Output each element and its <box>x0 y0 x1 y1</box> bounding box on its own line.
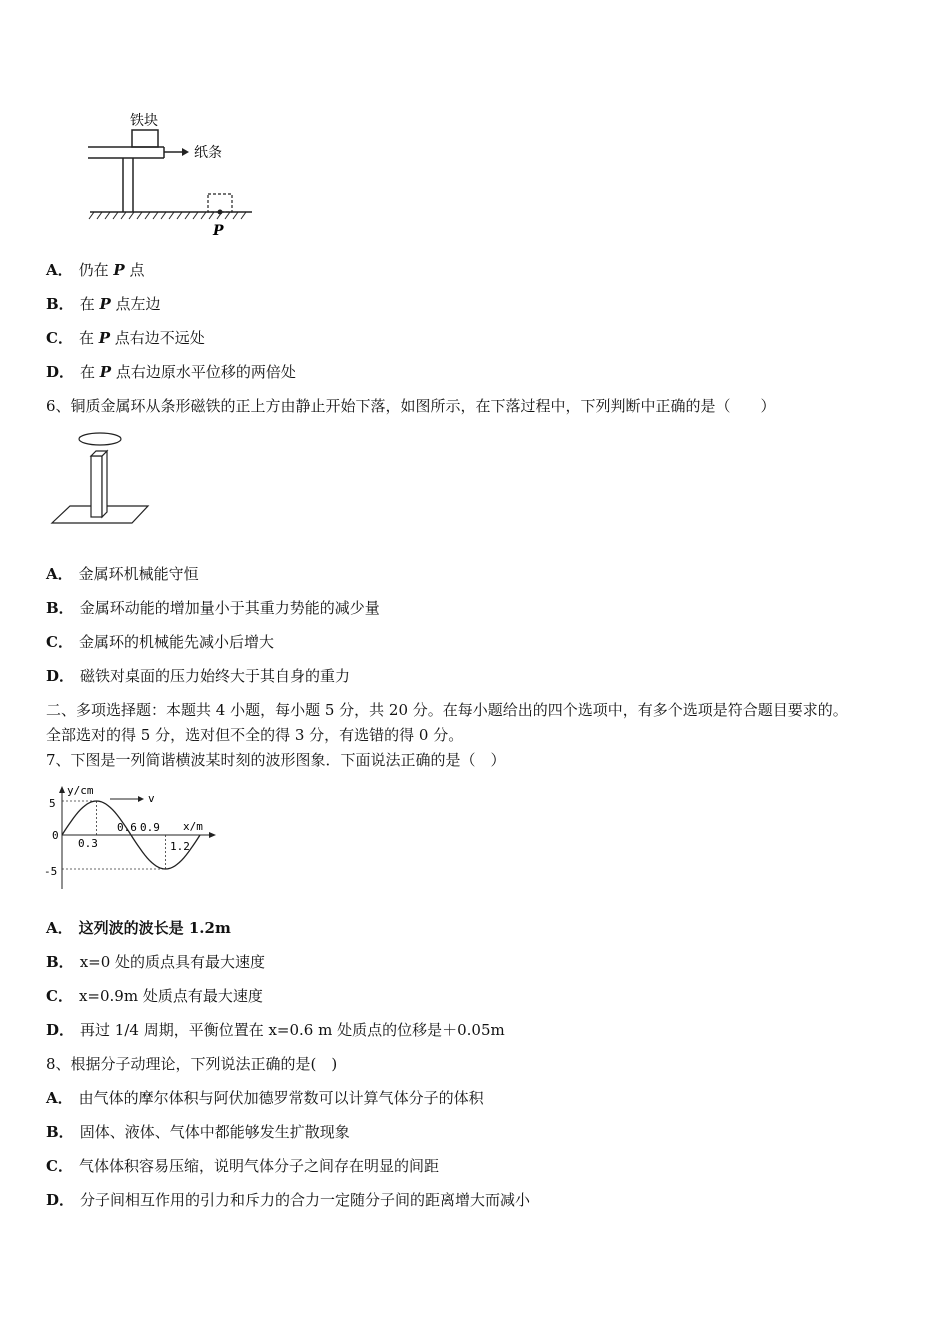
section2-line1: 二、多项选择题：本题共 4 小题，每小题 5 分，共 20 分。在每小题给出的四个选项中，有多个选项是符合题目要求的。 <box>46 701 848 719</box>
velocity-arrow-head <box>138 796 144 802</box>
q7-stem: 7、下图是一列简谐横波某时刻的波形图象．下面说法正确的是（ ） <box>46 751 506 769</box>
wave-chart <box>40 784 220 894</box>
x-tick-label-0-6: 0.6 <box>117 821 137 834</box>
bar-magnet-front <box>91 456 102 517</box>
pull-arrow-head <box>182 148 189 156</box>
q6-option-a: A． 金属环机械能守恒 <box>46 565 199 583</box>
q8-option-c: C． 气体体积容易压缩，说明气体分子之间存在明显的间距 <box>46 1157 439 1175</box>
q5-option-a: A． 仍在 P 点 <box>46 261 145 279</box>
q8-option-a: A． 由气体的摩尔体积与阿伏加德罗常数可以计算气体分子的体积 <box>46 1089 484 1107</box>
q5-option-d: D． 在 P 点右边原水平位移的两倍处 <box>46 363 296 381</box>
q5-option-b: B． 在 P 点左边 <box>46 295 161 313</box>
x-axis-label: x/m <box>183 820 203 833</box>
origin-label: 0 <box>52 829 59 842</box>
y-tick-label-max: 5 <box>49 797 56 810</box>
bar-magnet-side <box>102 451 107 517</box>
landing-position-box <box>208 194 232 212</box>
q8-stem: 8、根据分子动理论，下列说法正确的是( ) <box>46 1055 338 1073</box>
q6-option-d: D． 磁铁对桌面的压力始终大于其自身的重力 <box>46 667 351 685</box>
q6-option-b: B． 金属环动能的增加量小于其重力势能的减少量 <box>46 599 380 617</box>
point-p-label: P <box>213 223 224 239</box>
y-axis-arrow <box>59 786 65 793</box>
figure-magnet-ring <box>50 428 152 528</box>
figure-block-paper <box>86 108 266 243</box>
ground-hatch <box>89 212 246 219</box>
y-axis-label: y/cm <box>67 784 94 797</box>
q6-stem: 6、铜质金属环从条形磁铁的正上方由静止开始下落，如图所示，在下落过程中，下列判断中正确的是（ ） <box>46 397 776 415</box>
x-tick-label-1-2: 1.2 <box>170 840 190 853</box>
q8-option-b: B． 固体、液体、气体中都能够发生扩散现象 <box>46 1123 350 1141</box>
x-axis-arrow <box>209 832 216 838</box>
x-tick-label-0-9: 0.9 <box>140 821 160 834</box>
q7-option-d: D． 再过 1/4 周期，平衡位置在 x=0.6 m 处质点的位移是＋0.05m <box>46 1021 505 1039</box>
point-p-dot <box>218 210 223 215</box>
iron-block-label: 铁块 <box>130 113 158 129</box>
q7-option-b: B． x=0 处的质点具有最大速度 <box>46 953 266 971</box>
section2-line2: 全部选对的得 5 分，选对但不全的得 3 分，有选错的得 0 分。 <box>46 726 464 744</box>
q6-option-c: C． 金属环的机械能先减小后增大 <box>46 633 274 651</box>
iron-block <box>132 130 158 147</box>
metal-ring <box>79 433 121 445</box>
x-tick-label-0-3: 0.3 <box>78 837 98 850</box>
q5-option-c: C． 在 P 点右边不远处 <box>46 329 205 347</box>
y-tick-label-min: -5 <box>44 865 58 878</box>
q8-option-d: D． 分子间相互作用的引力和斥力的合力一定随分子间的距离增大而减小 <box>46 1191 531 1209</box>
velocity-label: v <box>148 792 155 805</box>
q7-option-c: C． x=0.9m 处质点有最大速度 <box>46 987 263 1005</box>
q7-option-a: A． 这列波的波长是 1.2m <box>46 919 231 937</box>
paper-strip-label: 纸条 <box>194 145 222 161</box>
